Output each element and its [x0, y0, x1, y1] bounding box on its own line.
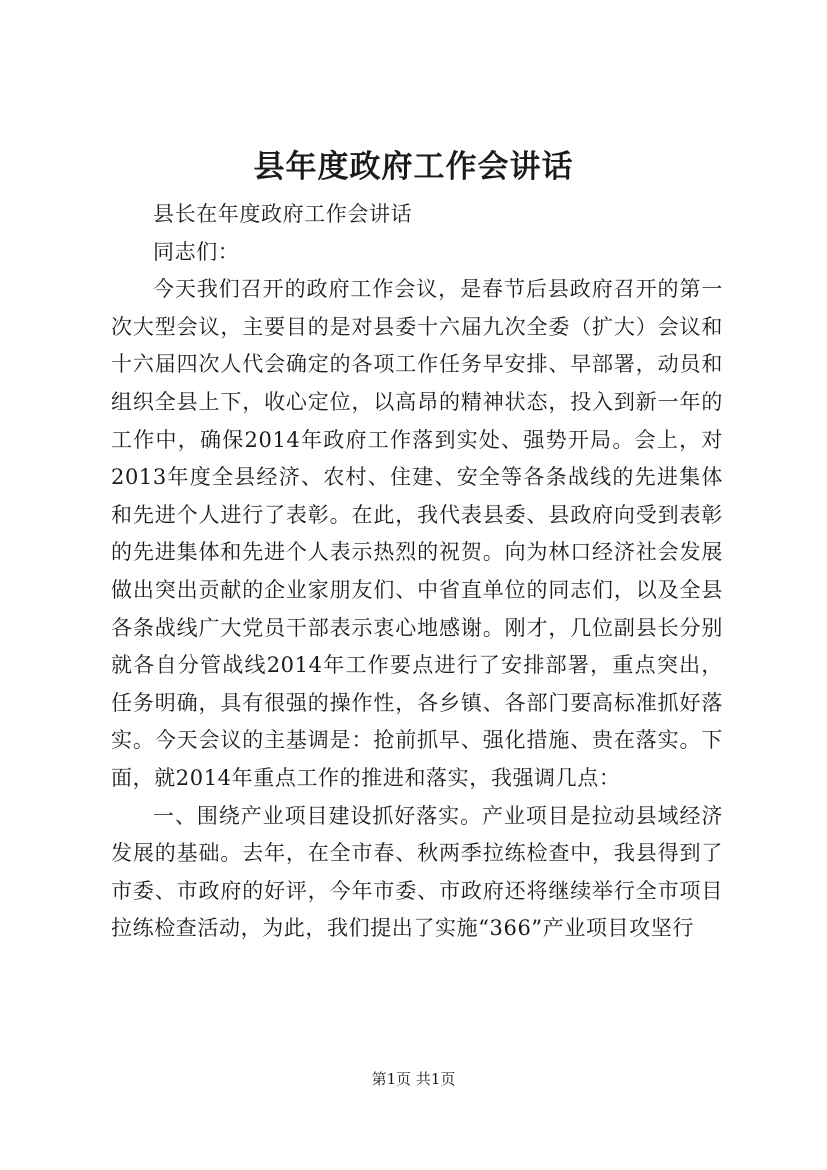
paragraph: 今天我们召开的政府工作会议，是春节后县政府召开的第一次大型会议，主要目的是对县委十六届九次全委（扩大）会议和十六届四次人代会确定的各项工作任务早安排、早部署，动员和组织全县上下，收心定位，以高昂的精神状态，投入到新一年的工作中，确保2014年政府工作落到实处、强势开局。会上，对2013年度全县经济、农村、住建、安全等各条战线的先进集体和先进个人进行了表彰。在此，我代表县委、县政府向受到表彰的先进集体和先进个人表示热烈的祝贺。向为林口经济社会发展做出突出贡献的企业家朋友们、中省直单位的同志们，以及全县各条战线广大党员干部表示衷心地感谢。刚才，几位副县长分别就各自分管战线2014年工作要点进行了安排部署，重点突出，任务明确，具有很强的操作性，各乡镇、各部门要高标准抓好落实。今天会议的主基调是：抢前抓早、强化措施、贵在落实。下面，就2014年重点工作的推进和落实，我强调几点： — [111, 277, 723, 790]
document-subtitle: 县长在年度政府工作会讲话 — [153, 202, 413, 226]
document-title: 县年度政府工作会讲话 — [253, 149, 574, 185]
salutation: 同志们： — [153, 239, 240, 264]
paragraph: 一、围绕产业项目建设抓好落实。产业项目是拉动县域经济发展的基础。去年，在全市春、秋两季拉练检查中，我县得到了市委、市政府的好评，今年市委、市政府还将继续举行全市项目拉练检查活动，为此，我们提出了实施“366”产业项目攻坚行 — [111, 803, 723, 941]
page-footer: 第1页 共1页 — [371, 1070, 456, 1088]
document-body — [111, 196, 723, 948]
